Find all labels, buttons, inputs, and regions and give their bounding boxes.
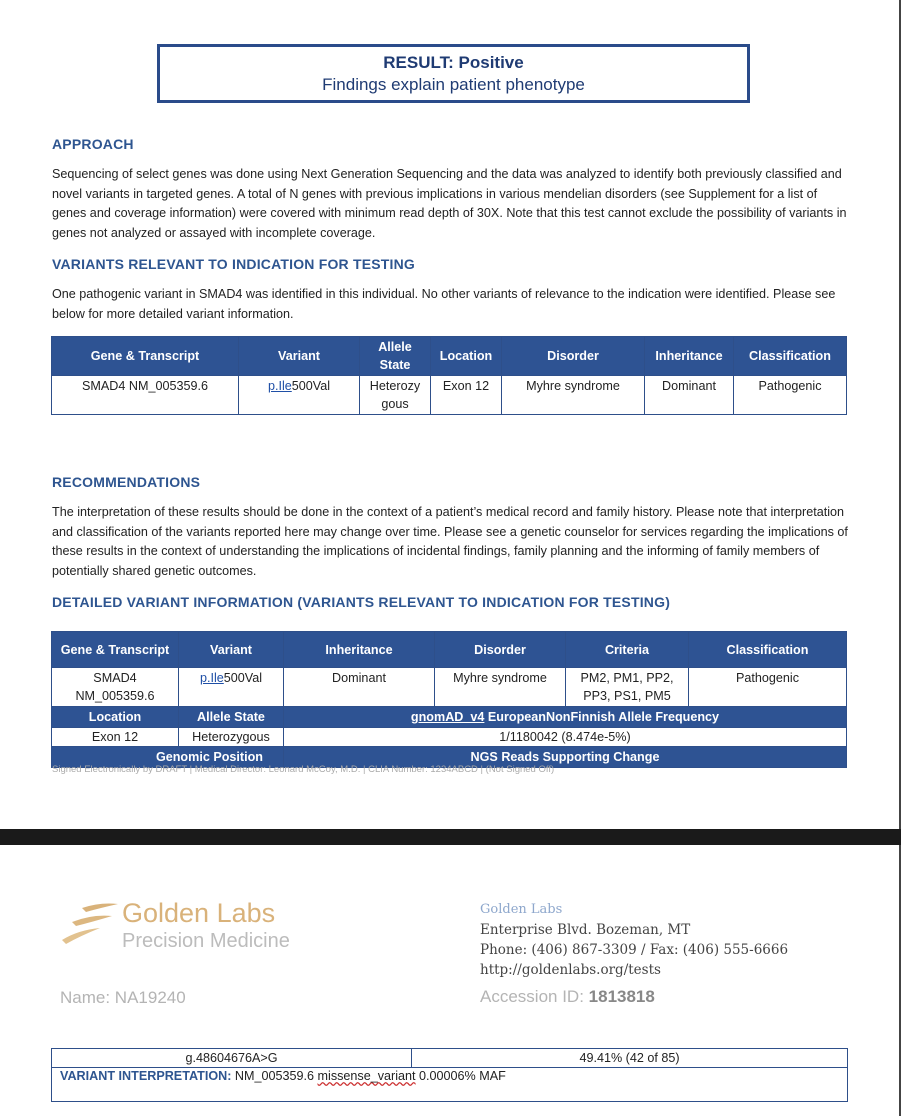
disorder-cell: Myhre syndrome bbox=[435, 668, 566, 707]
col-header: Variant bbox=[239, 337, 360, 376]
disorder-cell: Myhre syndrome bbox=[502, 376, 645, 415]
variant-link[interactable]: p.Ile bbox=[199, 671, 224, 685]
accession-id: Accession ID: 1813818 bbox=[480, 987, 655, 1006]
classification-cell: Pathogenic bbox=[689, 668, 847, 707]
allele-label: Allele State bbox=[179, 707, 284, 728]
company-name: Golden Labs bbox=[480, 902, 563, 917]
col-header: Inheritance bbox=[284, 632, 435, 668]
variant-cell: p.Ile500Val bbox=[239, 376, 360, 415]
location-cell: Exon 12 bbox=[431, 376, 502, 415]
col-header: Inheritance bbox=[645, 337, 734, 376]
phone-fax: Phone: (406) 867-3309 / Fax: (406) 555-6666 bbox=[480, 942, 789, 958]
table-row bbox=[52, 376, 847, 415]
genomic-position-cell: g.48604676A>G bbox=[52, 1049, 412, 1067]
variant-link[interactable]: p.Ile bbox=[267, 379, 292, 393]
table-row bbox=[52, 1049, 847, 1068]
table-row bbox=[52, 728, 847, 747]
inheritance-cell: Dominant bbox=[284, 668, 435, 707]
gnomad-link[interactable]: gnomAD_v4 bbox=[410, 710, 485, 724]
location-label: Location bbox=[52, 707, 179, 728]
inheritance-cell: Dominant bbox=[645, 376, 734, 415]
col-header: Disorder bbox=[502, 337, 645, 376]
band-row bbox=[52, 707, 847, 728]
criteria-cell: PM2, PM1, PP2, PP3, PS1, PM5 bbox=[566, 668, 689, 707]
gene-cell: SMAD4 NM_005359.6 bbox=[52, 668, 179, 707]
col-header: Gene & Transcript bbox=[52, 337, 239, 376]
result-title: RESULT: Positive bbox=[383, 53, 524, 72]
recommendations-text: The interpretation of these results should be done in the context of a patient’s medical record and family history. Please note that interpretation and classification of the variants reported here may change over time. Please see a genetic counselor for services regarding the implications of these results in the context of understanding the implications of incidental findings, family planning and the informing of family members of potentially shared genetic outcomes. bbox=[52, 505, 848, 578]
variant-interpretation: VARIANT INTERPRETATION: NM_005359.6 missense_variant 0.00006% MAF bbox=[60, 1069, 506, 1083]
interpretation-label: VARIANT INTERPRETATION: bbox=[60, 1069, 232, 1083]
variant-cell: p.Ile500Val bbox=[179, 668, 284, 707]
variants-table bbox=[51, 336, 847, 415]
street-address: Enterprise Blvd. Bozeman, MT bbox=[480, 922, 691, 938]
lab-url: http://goldenlabs.org/tests bbox=[480, 962, 661, 978]
detailed-heading: DETAILED VARIANT INFORMATION (VARIANTS RELEVANT TO INDICATION FOR TESTING) bbox=[52, 594, 671, 610]
accession-value: 1813818 bbox=[588, 987, 655, 1006]
col-header: Classification bbox=[734, 337, 847, 376]
location-cell: Exon 12 bbox=[52, 728, 179, 747]
page-break bbox=[0, 829, 901, 845]
variant-type: missense_variant bbox=[317, 1069, 416, 1083]
continued-table bbox=[51, 1048, 848, 1102]
frequency-cell: 1/1180042 (8.474e-5%) bbox=[284, 728, 847, 747]
golden-labs-logo-icon bbox=[60, 900, 120, 948]
allele-cell: Heterozy gous bbox=[360, 376, 431, 415]
col-header: Classification bbox=[689, 632, 847, 668]
variants-text: One pathogenic variant in SMAD4 was identified in this individual. No other variants of relevance to the indication were identified. Please see below for more detailed variant information. bbox=[52, 287, 836, 321]
gnomad-label: gnomAD_v4 EuropeanNonFinnish Allele Frequency bbox=[284, 707, 847, 728]
genomic-label: Genomic Position bbox=[52, 747, 284, 768]
signature-line: Signed Electronically by DRAFT | Medical Director: Leonard McCoy, M.D. | CLIA Number: 1234ABCD | (Not Signed Off) bbox=[52, 764, 555, 775]
patient-name: Name: NA19240 bbox=[60, 988, 186, 1007]
gene-cell: SMAD4 NM_005359.6 bbox=[52, 376, 239, 415]
col-header: Disorder bbox=[435, 632, 566, 668]
col-header: Allele State bbox=[360, 337, 431, 376]
approach-heading: APPROACH bbox=[52, 136, 134, 152]
variants-heading: VARIANTS RELEVANT TO INDICATION FOR TESTING bbox=[52, 256, 416, 272]
ngs-reads-cell: 49.41% (42 of 85) bbox=[579, 1051, 680, 1065]
lab-address bbox=[480, 900, 788, 980]
result-box bbox=[157, 44, 750, 103]
allele-cell: Heterozygous bbox=[179, 728, 284, 747]
result-subtitle: Findings explain patient phenotype bbox=[322, 75, 585, 94]
col-header: Location bbox=[431, 337, 502, 376]
table-row bbox=[52, 668, 847, 707]
logo-subtitle: Precision Medicine bbox=[122, 930, 290, 952]
ngs-label: NGS Reads Supporting Change bbox=[284, 747, 847, 768]
recommendations-heading: RECOMMENDATIONS bbox=[52, 474, 201, 490]
classification-cell: Pathogenic bbox=[734, 376, 847, 415]
col-header: Variant bbox=[179, 632, 284, 668]
detailed-table bbox=[51, 631, 847, 768]
logo-name: Golden Labs bbox=[122, 898, 276, 928]
col-header: Gene & Transcript bbox=[52, 632, 179, 668]
col-header: Criteria bbox=[566, 632, 689, 668]
approach-text: Sequencing of select genes was done using Next Generation Sequencing and the data was analyzed to identify both previously classified and novel variants in targeted genes. A total of N genes with previous implications in various mendelian disorders (see Supplement for a list of genes and coverage information) were covered with minimum read depth of 30X. Note that this test cannot exclude the possibility of variants in genes not analyzed or assayed with incomplete coverage. bbox=[52, 167, 847, 240]
